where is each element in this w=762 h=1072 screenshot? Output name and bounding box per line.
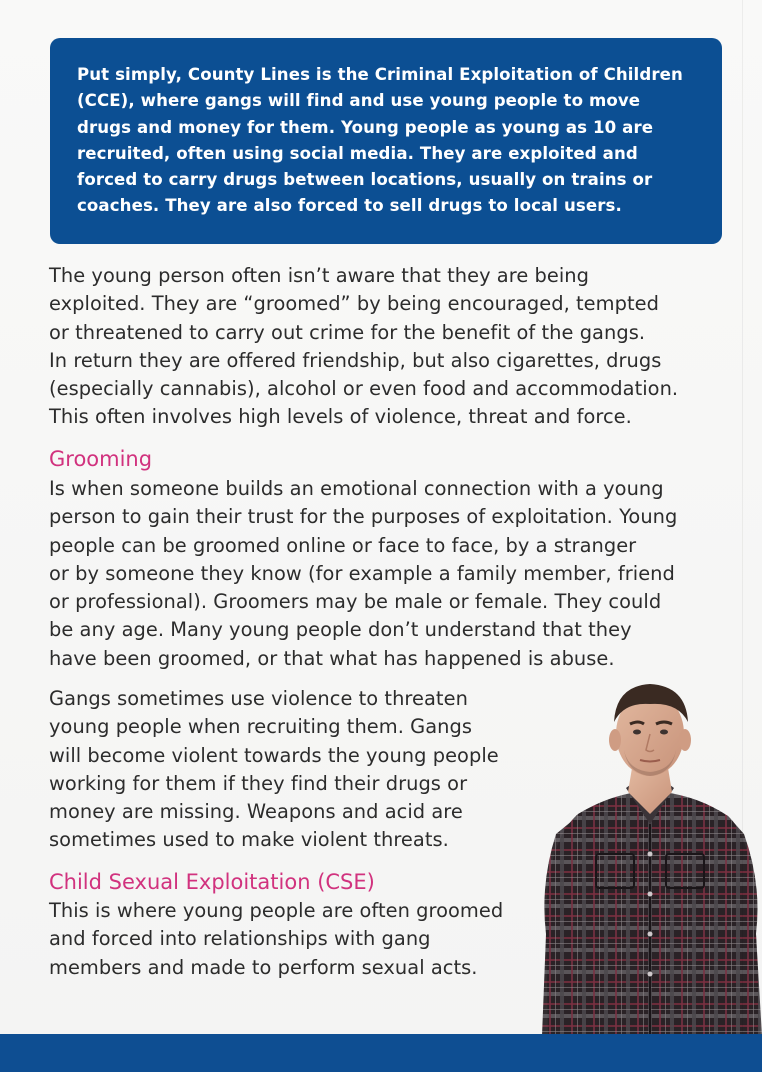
callout-line: forced to carry drugs between locations, usually on trains or — [77, 170, 653, 190]
intro-line: In return they are offered friendship, but also cigarettes, drugs — [49, 348, 662, 372]
cse-line: members and made to perform sexual acts. — [49, 955, 478, 979]
cse-line: and forced into relationships with gang — [49, 927, 431, 951]
cse-heading: Child Sexual Exploitation (CSE) — [49, 870, 375, 894]
callout-line: Put simply, County Lines is the Criminal Exploitation of Children — [77, 65, 683, 84]
grooming-line: be any age. Many young people don’t understand that they — [49, 618, 632, 642]
footer-bar — [0, 1034, 762, 1072]
page-edge — [742, 0, 743, 1034]
intro-line: or threatened to carry out crime for the benefit of the gangs. — [49, 320, 646, 344]
callout-line: (CCE), where gangs will find and use young people to move — [77, 91, 641, 111]
violence-line: young people when recruiting them. Gangs — [49, 715, 472, 739]
grooming-line: have been groomed, or that what has happened is abuse. — [49, 646, 615, 670]
violence-line: working for them if they find their drugs or — [49, 771, 468, 795]
violence-line: sometimes used to make violent threats. — [49, 828, 449, 852]
violence-line: will become violent towards the young people — [49, 743, 499, 767]
callout-box — [50, 38, 722, 244]
intro-line: (especially cannabis), alcohol or even food and accommodation. — [49, 377, 679, 401]
grooming-line: people can be groomed online or face to face, by a stranger — [49, 533, 637, 557]
violence-paragraph — [49, 685, 499, 855]
young-man-photo — [538, 684, 762, 1036]
violence-line: money are missing. Weapons and acid are — [49, 800, 463, 824]
grooming-line: Is when someone builds an emotional connection with a young — [49, 477, 664, 500]
intro-line: exploited. They are “groomed” by being encouraged, tempted — [49, 292, 659, 316]
grooming-paragraph — [49, 475, 677, 673]
intro-paragraph — [49, 262, 678, 432]
callout-line: recruited, often using social media. They are exploited and — [77, 143, 638, 163]
grooming-line: person to gain their trust for the purposes of exploitation. Young — [49, 505, 678, 529]
cse-line: This is where young people are often groomed — [49, 899, 504, 922]
grooming-line: or professional). Groomers may be male or female. They could — [49, 590, 662, 614]
callout-line: drugs and money for them. Young people as young as 10 are — [77, 117, 654, 137]
cse-paragraph — [49, 897, 503, 982]
grooming-line: or by someone they know (for example a family member, friend — [49, 561, 675, 585]
callout-line: coaches. They are also forced to sell drugs to local users. — [77, 196, 622, 216]
callout-text — [77, 62, 696, 220]
violence-line: Gangs sometimes use violence to threaten — [49, 687, 468, 710]
intro-line: The young person often isn’t aware that they are being — [49, 264, 590, 287]
intro-line: This often involves high levels of violence, threat and force. — [49, 405, 632, 429]
grooming-heading: Grooming — [49, 447, 153, 471]
